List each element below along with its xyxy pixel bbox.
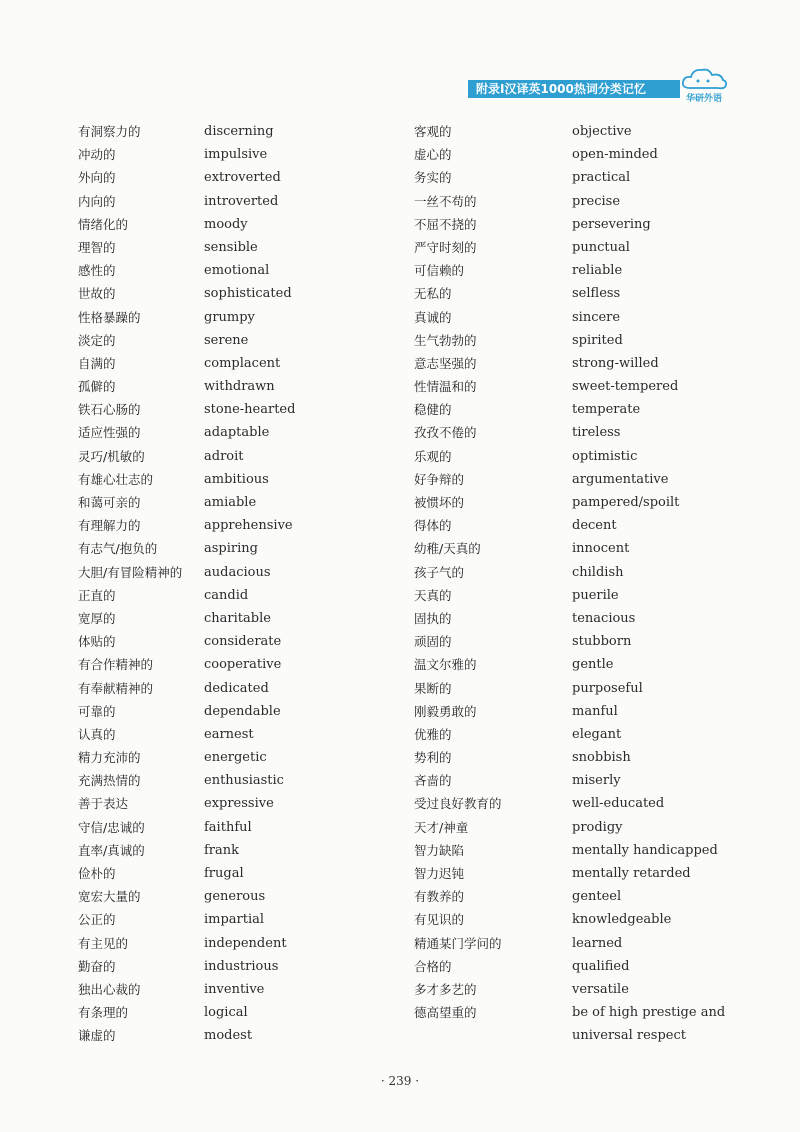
chinese-term: 真诚的 (414, 309, 452, 325)
chinese-term: 体贴的 (78, 634, 116, 650)
english-term: complacent (204, 355, 281, 371)
right-chinese-column (414, 120, 502, 1048)
left-chinese-column (78, 120, 182, 1048)
chinese-term: 善于表达 (78, 796, 129, 812)
english-term: impulsive (204, 147, 268, 163)
english-term: learned (572, 935, 623, 951)
chinese-term: 宽厚的 (78, 610, 116, 626)
english-term: sincere (572, 309, 621, 325)
cloud-logo-icon (676, 64, 732, 94)
chinese-term: 有教养的 (414, 889, 465, 905)
right-english-column (572, 120, 725, 1048)
english-term: optimistic (572, 448, 638, 464)
chinese-term: 孩子气的 (414, 564, 465, 580)
english-term: sophisticated (204, 286, 292, 302)
chinese-term: 独出心裁的 (78, 981, 141, 997)
chinese-term: 被惯坏的 (414, 495, 465, 510)
chinese-term: 多才多艺的 (414, 981, 477, 997)
english-term: strong-willed (572, 355, 659, 371)
chinese-term: 受过良好教育的 (414, 796, 502, 812)
chinese-term: 不屈不挠的 (414, 216, 477, 232)
chinese-term: 自满的 (78, 355, 116, 371)
chinese-term: 幼稚/天真的 (414, 541, 481, 557)
english-term: serene (204, 332, 249, 348)
english-term: spirited (572, 332, 623, 348)
english-term: sweet-tempered (572, 379, 679, 395)
chinese-term: 情绪化的 (78, 216, 129, 232)
english-term: well-educated (572, 796, 665, 812)
english-term: dedicated (204, 680, 269, 696)
english-term: snobbish (572, 750, 631, 766)
chinese-term: 冲动的 (78, 147, 116, 163)
chinese-term: 吝啬的 (414, 773, 452, 789)
english-term: cooperative (204, 657, 282, 673)
chinese-term: 势利的 (414, 750, 452, 766)
chinese-term: 孜孜不倦的 (414, 425, 477, 441)
chinese-term: 温文尔雅的 (414, 657, 477, 673)
chinese-term: 淡定的 (78, 332, 116, 348)
english-term: charitable (204, 610, 271, 626)
english-term: generous (204, 889, 266, 905)
english-term: emotional (204, 263, 270, 279)
chinese-term: 刚毅勇敢的 (414, 703, 477, 719)
english-term: precise (572, 193, 621, 209)
english-term: modest (204, 1028, 253, 1044)
chinese-term: 性格暴躁的 (78, 309, 141, 325)
english-term: enthusiastic (204, 773, 284, 789)
chinese-term: 可信赖的 (414, 263, 465, 279)
english-term: pampered/spoilt (572, 495, 680, 510)
chinese-term: 公正的 (78, 912, 116, 928)
chinese-term: 内向的 (78, 193, 116, 209)
chinese-term: 有奉献精神的 (78, 680, 154, 696)
chinese-term: 有洞察力的 (78, 124, 141, 139)
english-term: stubborn (572, 634, 632, 650)
english-term: objective (572, 124, 632, 139)
chinese-term: 勤奋的 (78, 958, 116, 974)
english-term: childish (572, 564, 624, 580)
english-term: extroverted (204, 170, 281, 186)
chinese-term: 孤僻的 (78, 379, 116, 395)
chinese-term: 外向的 (78, 170, 116, 186)
chinese-term: 灵巧/机敏的 (78, 448, 145, 464)
chinese-term: 乐观的 (414, 448, 452, 464)
chinese-term: 认真的 (78, 726, 116, 742)
chinese-term: 严守时刻的 (414, 239, 477, 255)
chinese-term: 务实的 (414, 170, 452, 186)
chinese-term: 有合作精神的 (78, 657, 154, 673)
english-term: apprehensive (204, 518, 293, 534)
english-term: versatile (572, 981, 629, 997)
english-term: ambitious (204, 471, 269, 487)
english-term: argumentative (572, 471, 669, 487)
chinese-term: 智力缺陷 (414, 842, 465, 858)
english-term: practical (572, 170, 631, 186)
english-term: punctual (572, 239, 630, 255)
english-term: moody (204, 216, 248, 232)
english-term: prodigy (572, 819, 623, 835)
page-number: · 239 · (380, 1074, 420, 1088)
english-term: innocent (572, 541, 630, 557)
english-term: adaptable (204, 425, 270, 441)
english-term: grumpy (204, 309, 255, 325)
chinese-term (414, 1024, 502, 1047)
chinese-term: 谦虚的 (78, 1028, 116, 1044)
section-header-banner: 附录Ⅰ汉译英1000热词分类记忆 (468, 80, 680, 98)
chinese-term: 得体的 (414, 518, 452, 534)
chinese-term: 适应性强的 (78, 425, 141, 441)
english-term: genteel (572, 889, 622, 905)
english-term: introverted (204, 193, 279, 209)
chinese-term: 智力迟钝 (414, 866, 465, 881)
english-term: faithful (204, 819, 252, 835)
english-term: dependable (204, 703, 281, 719)
chinese-term: 顽固的 (414, 634, 452, 650)
english-term: tireless (572, 425, 621, 441)
english-term: temperate (572, 402, 641, 418)
chinese-term: 直率/真诚的 (78, 842, 145, 858)
english-term: mentally handicapped (572, 842, 718, 858)
english-term: adroit (204, 448, 244, 464)
english-term: stone-hearted (204, 402, 296, 418)
chinese-term: 守信/忠诚的 (78, 819, 145, 835)
chinese-term: 有条理的 (78, 1005, 129, 1021)
english-term: sensible (204, 239, 258, 255)
chinese-term: 意志坚强的 (414, 355, 477, 371)
english-term: candid (204, 587, 249, 603)
chinese-term: 有理解力的 (78, 518, 141, 534)
english-term: withdrawn (204, 379, 275, 395)
chinese-term: 稳健的 (414, 402, 452, 418)
english-term: independent (204, 935, 287, 951)
logo-text: 华研外语 (685, 94, 722, 104)
chinese-term: 有雄心壮志的 (78, 471, 154, 487)
chinese-term: 虚心的 (414, 147, 452, 163)
english-term: energetic (204, 750, 267, 766)
chinese-term: 可靠的 (78, 703, 116, 719)
chinese-term: 正直的 (78, 587, 116, 603)
left-english-column (204, 120, 295, 1048)
english-term: gentle (572, 657, 614, 673)
chinese-term: 合格的 (414, 958, 452, 974)
chinese-term: 精力充沛的 (78, 750, 141, 766)
english-term: reliable (572, 263, 623, 279)
chinese-term: 优雅的 (414, 726, 452, 742)
english-term: amiable (204, 495, 257, 510)
english-term: considerate (204, 634, 282, 650)
english-term: tenacious (572, 610, 636, 626)
chinese-term: 俭朴的 (78, 866, 116, 881)
english-term: selfless (572, 286, 621, 302)
english-term: universal respect (572, 1028, 686, 1044)
english-term: expressive (204, 796, 274, 812)
chinese-term: 固执的 (414, 610, 452, 626)
chinese-term: 一丝不苟的 (414, 193, 477, 209)
chinese-term: 天才/神童 (414, 819, 469, 835)
chinese-term: 有见识的 (414, 912, 465, 928)
chinese-term: 生气勃勃的 (414, 332, 477, 348)
english-term: qualified (572, 958, 630, 974)
english-term: decent (572, 518, 617, 534)
chinese-term: 宽宏大量的 (78, 889, 141, 905)
english-term: puerile (572, 587, 619, 603)
english-term: aspiring (204, 541, 258, 557)
english-term: impartial (204, 912, 265, 928)
chinese-term: 精通某门学问的 (414, 935, 502, 951)
chinese-term: 充满热情的 (78, 773, 141, 789)
chinese-term: 大胆/有冒险精神的 (78, 564, 183, 580)
chinese-term: 无私的 (414, 286, 452, 302)
logo (676, 64, 732, 104)
english-term: elegant (572, 726, 622, 742)
english-term: knowledgeable (572, 912, 672, 928)
english-term: persevering (572, 216, 651, 232)
chinese-term: 德高望重的 (414, 1005, 477, 1021)
chinese-term: 果断的 (414, 680, 452, 696)
chinese-term: 性情温和的 (414, 379, 477, 395)
english-term: earnest (204, 726, 254, 742)
english-term: miserly (572, 773, 621, 789)
chinese-term: 理智的 (78, 239, 116, 255)
chinese-term: 世故的 (78, 286, 116, 302)
english-term: logical (204, 1005, 248, 1021)
chinese-term: 有主见的 (78, 935, 129, 951)
english-term: manful (572, 703, 618, 719)
english-term: industrious (204, 958, 279, 974)
english-term: open-minded (572, 147, 658, 163)
english-term: frank (204, 842, 240, 858)
chinese-term: 好争辩的 (414, 471, 465, 487)
chinese-term: 和蔼可亲的 (78, 495, 141, 510)
english-term: frugal (204, 866, 244, 881)
english-term: be of high prestige and (572, 1005, 726, 1021)
chinese-term: 有志气/抱负的 (78, 541, 158, 557)
english-term: purposeful (572, 680, 643, 696)
chinese-term: 感性的 (78, 263, 116, 279)
english-term: inventive (204, 981, 265, 997)
chinese-term: 客观的 (414, 124, 452, 139)
chinese-term: 铁石心肠的 (78, 402, 141, 418)
english-term: audacious (204, 564, 271, 580)
english-term: discerning (204, 124, 274, 139)
chinese-term: 天真的 (414, 587, 452, 603)
english-term: mentally retarded (572, 866, 691, 881)
